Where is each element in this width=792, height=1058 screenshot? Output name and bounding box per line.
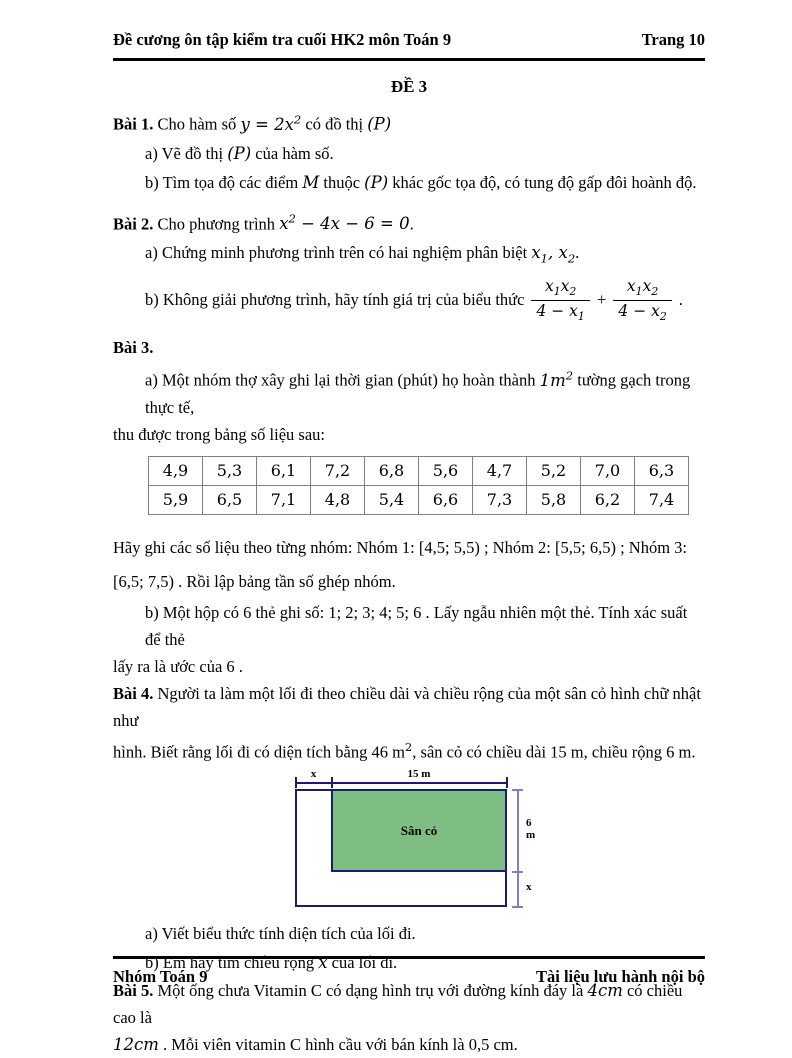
table-cell: 6,5: [203, 485, 257, 514]
bai2-heading: [113, 205, 705, 239]
dimension-tick: [512, 789, 523, 791]
fraction-2-numerator: $x_1x_2$: [613, 277, 671, 301]
table-cell: 5,8: [527, 485, 581, 514]
table-cell: 6,6: [419, 485, 473, 514]
sentence-period: .: [678, 290, 683, 310]
bai3-part-a-line2: thu được trong bảng số liệu sau:: [113, 424, 325, 444]
bai4-intro-line2: hình. Biết rằng lối đi có diện tích bằng 46 $m^2$, sân cỏ có chiều dài 15 m, chiều rộng 6 m.: [113, 739, 696, 762]
bai4-part-a: a) Viết biểu thức tính diện tích của lối đi.: [145, 924, 416, 944]
fraction-2-denominator: $4 - x_2$: [618, 301, 667, 323]
bai4-heading: [113, 680, 705, 734]
path-width-label-top: x: [310, 768, 317, 781]
bai3-part-b-line1: b) Một hộp có 6 thẻ ghi số: 1; 2; 3; 4; 5; 6 . Lấy ngẫu nhiên một thẻ. Tính xác suất để thẻ: [145, 602, 688, 649]
bai3-heading: [113, 333, 705, 362]
bai2-part-a: a) Chứng minh phương trình trên có hai nghiệm phân biệt $x_1$, $x_2$.: [145, 243, 580, 266]
header-page-number: Trang 10: [641, 30, 705, 49]
lawn-width-label: [526, 817, 535, 841]
table-cell: 7,4: [635, 485, 689, 514]
bai3-label: Bài 3.: [113, 338, 154, 358]
path-width-label-right: x: [526, 881, 532, 894]
exam-title: ĐỀ 3: [390, 77, 428, 96]
table-cell: 5,2: [527, 456, 581, 485]
fraction-1-numerator: $x_1x_2$: [531, 277, 589, 301]
bai5-line1: Một ống chưa Vitamin C có dạng hình trụ với đường kính đáy là 4cm có chiều cao là: [113, 981, 683, 1028]
table-cell: 4,8: [311, 485, 365, 514]
table-cell: 6,2: [581, 485, 635, 514]
table-cell: 5,6: [419, 456, 473, 485]
bai1-part-a: a) Vẽ đồ thị (P) của hàm số.: [145, 143, 334, 163]
fraction-1-denominator: $4 - x_1$: [536, 301, 585, 323]
fraction-1: [531, 277, 589, 323]
dimension-tick: [512, 871, 523, 873]
plus-operator: +: [596, 290, 607, 310]
table-row: [149, 485, 689, 514]
page-header: [113, 30, 705, 61]
lawn-length-label: 15 m: [407, 768, 431, 781]
table-cell: 5,4: [365, 485, 419, 514]
table-cell: 6,1: [257, 456, 311, 485]
bai3-group-line1: Hãy ghi các số liệu theo từng nhóm: Nhóm 1: [4,5; 5,5) ; Nhóm 2: [5,5; 6,5) ; Nhóm 3:: [113, 537, 688, 557]
bai4-label: Bài 4.: [113, 683, 154, 703]
grass-label: Sân cỏ: [400, 822, 438, 838]
bai2-part-b-text: b) Không giải phương trình, hãy tính giá trị của biểu thức: [145, 290, 525, 310]
bai3-part-b-line2: lấy ra là ước của 6 .: [113, 656, 243, 676]
table-cell: 4,9: [149, 456, 203, 485]
footer-notice: Tài liệu lưu hành nội bộ: [535, 967, 705, 986]
bai4-figure: [295, 768, 545, 911]
footer-group-name: Nhóm Toán 9: [113, 967, 208, 986]
bai1-part-b: b) Tìm tọa độ các điểm M thuộc (P) khác gốc tọa độ, có tung độ gấp đôi hoành độ.: [145, 172, 697, 192]
table-cell: 7,1: [257, 485, 311, 514]
bai5-label: Bài 5.: [113, 981, 154, 1001]
bai1-label: Bài 1.: [113, 114, 154, 134]
table-cell: 6,8: [365, 456, 419, 485]
bai4-part-b: b) Em hãy tìm chiều rộng x của lối đi.: [145, 953, 398, 973]
bai2-intro: Cho phương trình $x^2 - 4x - 6 = 0$.: [157, 211, 414, 233]
table-cell: 5,9: [149, 485, 203, 514]
bai4-intro-line1: Người ta làm một lối đi theo chiều dài và chiều rộng của một sân cỏ hình chữ nhật như: [113, 683, 701, 730]
table-cell: 5,3: [203, 456, 257, 485]
top-dimension-line: [295, 782, 507, 784]
bai1-heading: [113, 105, 705, 139]
table-cell: 7,3: [473, 485, 527, 514]
bai3-part-a-line1: a) Một nhóm thợ xây ghi lại thời gian (phút) họ hoàn thành $1m^2$ tường gạch trong thực tế,: [145, 368, 691, 417]
header-title: Đề cương ôn tập kiểm tra cuối HK2 môn Toán 9: [113, 30, 452, 49]
table-row: [149, 456, 689, 485]
table-cell: 7,0: [581, 456, 635, 485]
page-footer: [113, 956, 705, 987]
bai2-label: Bài 2.: [113, 214, 154, 233]
fraction-2: [613, 277, 671, 323]
bai2-part-b: [113, 273, 705, 327]
grass-rectangle: [331, 789, 507, 872]
table-cell: 6,3: [635, 456, 689, 485]
table-cell: 4,7: [473, 456, 527, 485]
bai5-line2: 12cm . Mỗi viên vitamin C hình cầu với bán kính là 0,5 cm.: [113, 1035, 518, 1055]
right-dimension-line: [517, 789, 519, 907]
data-table: [148, 456, 689, 515]
dimension-tick: [512, 906, 523, 908]
lawn-width-unit: m: [526, 829, 536, 842]
bai1-intro: Cho hàm số $y = 2x^2$ có đồ thị (P): [157, 112, 392, 134]
bai3-group-line2: [6,5; 7,5) . Rồi lập bảng tần số ghép nhóm.: [113, 571, 396, 591]
table-cell: 7,2: [311, 456, 365, 485]
lawn-width-value: 6: [526, 817, 532, 830]
